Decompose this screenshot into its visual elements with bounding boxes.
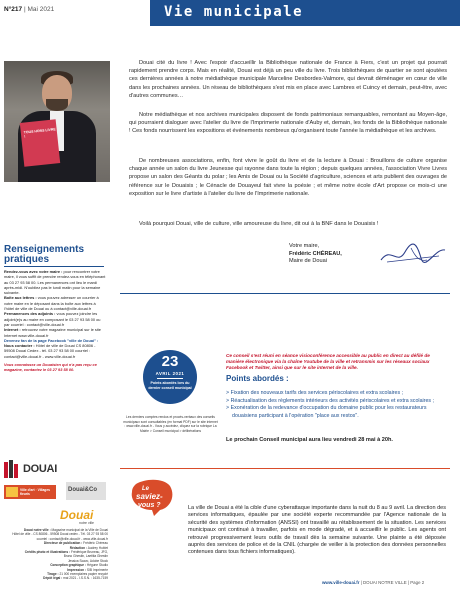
mayor-photo <box>4 61 110 182</box>
info-block: Rendez-vous avec votre maire : pour rencontrer votre maire, il vous suffit de prendre rendez-vous en téléphonant au 03 27 93 58 00. Les permanences ont lieu le mardi après-midi. N'oubliez pas le lundi matin pour la semaine suivante. <box>4 269 106 296</box>
magazine-wordmark: Douai <box>60 508 94 522</box>
colophon-line: Hôtel de ville - CS 80806 - 59508 Douai cedex - Tél. 03 27 93 58 00 <box>12 532 108 537</box>
points-list <box>226 390 446 420</box>
divider <box>4 266 104 267</box>
renseignements-list <box>4 269 106 373</box>
colophon-line: Tirage : 21 000 exemplaires papier recyclé <box>47 572 108 577</box>
page-footer <box>322 580 424 585</box>
issue-date: | Mai 2021 <box>23 6 55 13</box>
point-item: > Fixation des nouveaux tarifs des services périscolaires et extra scolaires ; <box>226 390 404 396</box>
conseil-desc: Points abordés lors du dernier conseil municipal <box>148 381 192 390</box>
point-item: > Réactualisation des règlements intérieurs des activités périscolaires et extra scolaires ; <box>226 397 434 404</box>
delivery-note: Vous connaissez un Douaisien qui n'a pas reçu ce magazine, contactez le 03 27 93 58 00. <box>4 362 97 373</box>
colophon-line: Douai notre ville : Magazine municipal de la Ville de Douai <box>23 528 108 532</box>
points-title: Points abordés : <box>226 374 289 383</box>
colophon <box>4 528 108 581</box>
conseil-day: 23 <box>161 353 179 370</box>
colophon-line: courriel : contact@ville-douai.fr - www.ville-douai.fr <box>36 536 108 541</box>
partner-logo: Douai&Co <box>66 482 106 500</box>
intro-paragraph-4: Voilà pourquoi Douai, ville de culture, ville amoureuse du livre, dit oui à la BNF dans le Douaisis ! <box>139 221 379 227</box>
colophon-line: Bruno Ghestin, Laetitia Ghestin <box>63 554 108 559</box>
footer-site-link[interactable]: www.ville-douai.fr <box>322 580 360 585</box>
signature-block <box>289 243 342 266</box>
renseignements-title: Renseignements pratiques <box>4 244 85 265</box>
colophon-line: Rédaction : Audrey Hublet <box>69 545 108 550</box>
colophon-line: Directeur de publication : Frédéric Chéreau <box>43 541 108 546</box>
colophon-line: Dépôt légal : mai 2021 - I.S.S.N. : 1635-7159 <box>43 576 108 581</box>
colophon-line: Crédits photo et illustrations : Frédérique Bruneau, JFG, <box>24 550 108 555</box>
info-block: Nous contacter : Hôtel de ville de Douai CS 80806 - 59508 Douai Cedex - tél. 03 27 93 58 00 courriel : contact@ville-douai.fr - www.ville-douai.fr <box>4 343 96 359</box>
info-block: Internet : retrouvez votre magazine municipal sur le site Internet www.ville-douai.fr <box>4 327 101 338</box>
conseil-caption: Les derniers comptes rendus et procès-verbaux des conseils municipaux sont consultables (en format PDF) sur le site internet : www.ville-douai.fr - Vous y accédez, cliquez sur la rubrique La Mairie > Conseil municipal > délibérations <box>123 415 218 433</box>
ville-label-logo: Ville d'art · Villages fleuris <box>4 485 56 499</box>
divider <box>120 468 450 469</box>
intro-paragraph-1: Douai cité du livre ! Avec l'espoir d'accueillir la Bibliothèque nationale de France à Fiers, c'est un projet qui pourrait rapidement prendre corps. Mais en réalité, Douai est déjà un peu ville du livre. Trois bibliothèques de quartier se sont ajoutées ces dernières années à notre médiathèque municipale Marceline Desbordes-Valmore, qui devrait déménager en cœur de ville dans les prochaines années. Un réseau de bibliothèques s'est mis en place avec Lambres et Cuincy et demain, peut-être, avec d'autres communes… <box>129 60 447 99</box>
conseil-intro: Ce conseil s'est réuni en séance visioconférence accessible au public en direct au défilé de manière électronique via la chaîne Youtube de la ville et retransmis sur les réseaux sociaux Facebook et Twitter, ainsi que sur le site internet de la ville. <box>226 353 430 370</box>
saviez-vous-badge <box>130 478 174 516</box>
issue-number: N°217 | Mai 2021 <box>4 6 55 13</box>
mayor-name: Frédéric CHÉREAU, <box>289 250 342 257</box>
svg-text:saviez-: saviez- <box>136 492 163 501</box>
facebook-link[interactable]: Devenez fan de la page Facebook "ville de Douai" : <box>4 337 99 343</box>
douai-logo-mark <box>4 460 22 478</box>
point-item: > Exonération de la redevance d'occupation du domaine public pour les restaurateurs douaisiens participant à l'opération "place aux restos". <box>226 405 427 419</box>
divider <box>120 293 450 294</box>
signature-line: Votre maire, <box>289 243 320 249</box>
mayor-role: Maire de Douai <box>289 258 327 264</box>
book-prop: TOUS HORS LIVRE ! <box>20 119 60 167</box>
intro-paragraph-2: Notre médiathèque et nos archives municipales disposent de fonds patrimoniaux remarquables, remontant au Moyen-âge, qui pourraient dialoguer avec l'atelier du livre de l'Imprimerie nationale d'Auby et, demain, les fonds de la Bibliothèque nationale ! Ces fonds nourrissent les expositions et événements nombreux qu'organisent toute l'année la médiathèque et les archives. <box>129 112 447 135</box>
handwritten-signature <box>377 240 449 268</box>
colophon-line: Impression : SIB Imprimerie <box>67 567 108 572</box>
svg-text:Le: Le <box>142 486 150 492</box>
colophon-line: Jessica Scavo, Adobe Stock <box>67 558 108 563</box>
svg-text:vous ?: vous ? <box>138 502 161 509</box>
info-block: Boîte aux lettres : vous pouvez adresser un courrier à votre maire en le déposant dans la boîte aux lettres à l'hôtel de ville de Douai ou à contact@ville-douai.fr <box>4 295 99 312</box>
next-council: Le prochain Conseil municipal aura lieu vendredi 28 mai à 20h. <box>226 437 393 443</box>
saviez-vous-text: La ville de Douai a été la cible d'une cyberattaque importante dans la nuit du 8 au 9 avril. La direction des services informatiques, épaulée par une société experte recommandée par l'Agence nationale de la sécurité des systèmes d'information (ANSSI) ont travaillé au rétablissement de la situation. Les services municipaux ont continué à travailler, parfois en mode dégradé, et à accueillir le public. Les agents ont retrouvé progressivement leurs outils de travail dès la semaine suivante. Une plainte a été déposée auprès des services de police et de la CNIL (chargée de veiller à la protection des données personnelles contenues dans tous fichiers informatiques). <box>188 505 446 556</box>
info-block: Permanences des adjoints : vous pouvez joindre les adjoint(e)s au maire en composant le 03 27 93 58 00 ou par courriel : contact@ville-douai.fr <box>4 311 101 327</box>
conseil-month: AVRIL 2021 <box>155 371 185 376</box>
douai-logo: DOUAI <box>4 460 62 480</box>
footer-page-info: | DOUAI NOTRE VILLE | Page 2 <box>360 580 425 585</box>
magazine-wordmark-sub: notre ville <box>79 521 94 525</box>
intro-paragraph-3: De nombreuses associations, enfin, font vivre le goût du livre et de la lecture à Douai : Brouillons de culture organise chaque année un salon du livre Jeunesse qui rayonne dans toute la région ; depuis quelques années, l'association Vivre Livres propose un salon des Géants du polar ; les Amis de Douai ou la Société d'agriculture, sciences et arts publient des ouvrages de référence sur le Douaisis ; le Cénacle de Douayeul fait vivre la poésie ; et même notre école d'Art propose ce mois-ci une exposition sur le livre d'artiste à l'atelier du livre de l'Imprimerie nationale. <box>129 158 447 197</box>
section-title: Vie municipale <box>164 4 304 20</box>
conseil-date-badge <box>143 350 197 404</box>
colophon-line: Conception graphique : Hégune Studio <box>50 563 108 568</box>
